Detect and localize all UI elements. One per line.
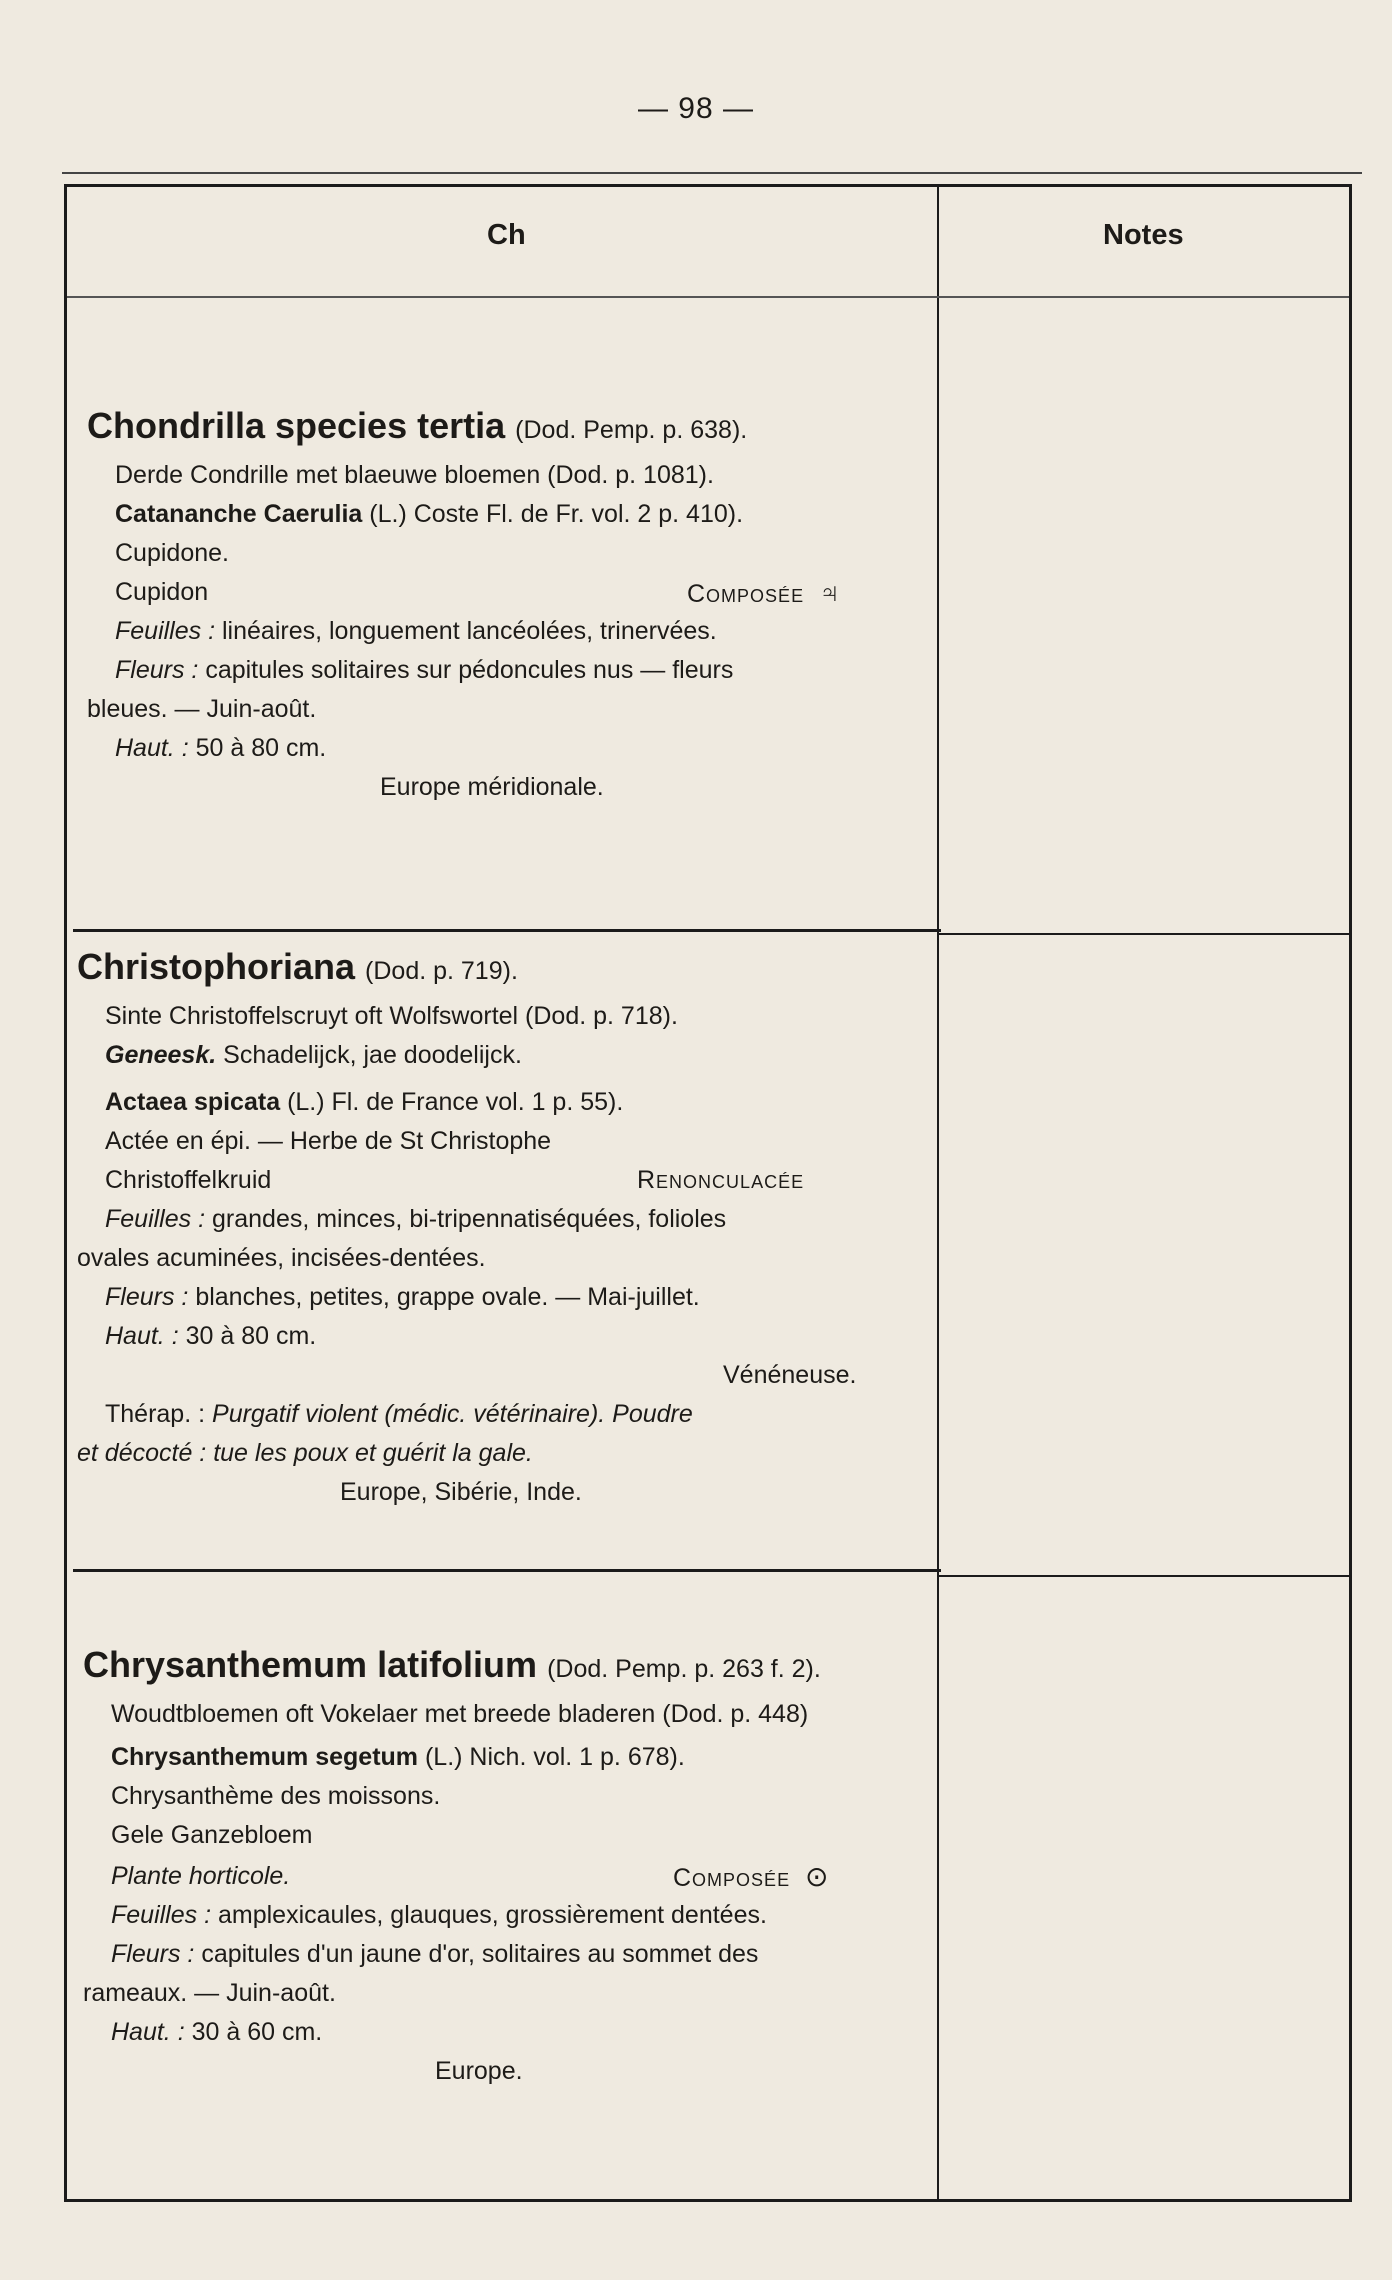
family-label: Composée (673, 1864, 791, 1892)
height-value: 30 à 80 cm. (185, 1322, 317, 1350)
height-value: 30 à 60 cm. (191, 2018, 323, 2046)
height-label: Haut. : (105, 1322, 179, 1350)
dutch-common-name: Christoffelkruid (105, 1166, 272, 1194)
height-label: Haut. : (111, 2018, 185, 2046)
dutch-common-name: Gele Ganzebloem (111, 1821, 313, 1849)
toxicity: Vénéneuse. (723, 1361, 857, 1389)
feuilles-continued: ovales acuminées, incisées-dentées. (77, 1244, 486, 1272)
horticultural-note: Plante horticole. (111, 1862, 291, 1890)
column-header-ch: Ch (487, 219, 526, 251)
entry-title: Chondrilla species tertia (87, 405, 506, 446)
feuilles-text: amplexicaules, glauques, grossièrement dentées. (218, 1901, 767, 1929)
geneesk-label: Geneesk. (105, 1041, 217, 1069)
french-name: Cupidone. (115, 539, 229, 567)
entry-title-reference: (Dod. Pemp. p. 638). (515, 416, 748, 444)
row-divider-notes (939, 1575, 1349, 1577)
row-divider (73, 929, 941, 932)
fleurs-continued: bleues. — Juin-août. (87, 695, 317, 723)
species-reference: (L.) Coste Fl. de Fr. vol. 2 p. 410). (369, 500, 744, 528)
feuilles-label: Feuilles : (105, 1205, 206, 1233)
fleurs-text: capitules solitaires sur pédoncules nus — fleurs (205, 656, 734, 684)
top-rule (62, 172, 1362, 174)
column-header-notes: Notes (1103, 219, 1184, 251)
row-divider (73, 1569, 941, 1572)
french-name: Chrysanthème des moissons. (111, 1782, 441, 1810)
species-table (64, 184, 1352, 2202)
french-name: Actée en épi. — Herbe de St Christophe (105, 1127, 552, 1155)
region: Europe méridionale. (380, 773, 604, 801)
geneesk-text: Schadelijck, jae doodelijck. (223, 1041, 522, 1069)
entry-title: Christophoriana (77, 946, 356, 987)
entry-title-reference: (Dod. p. 719). (365, 957, 518, 985)
feuilles-label: Feuilles : (115, 617, 216, 645)
fleurs-text: blanches, petites, grappe ovale. — Mai-juillet. (195, 1283, 700, 1311)
fleurs-label: Fleurs : (105, 1283, 189, 1311)
fleurs-label: Fleurs : (115, 656, 199, 684)
region: Europe. (435, 2057, 523, 2085)
therap-continued: et décocté : tue les poux et guérit la gale. (77, 1439, 533, 1467)
entry-chondrilla (87, 400, 937, 807)
column-divider (937, 187, 939, 2199)
family-label: Renonculacée (637, 1166, 805, 1194)
entry-chrysanthemum (83, 1639, 933, 2091)
feuilles-label: Feuilles : (111, 1901, 212, 1929)
entry-title-reference: (Dod. Pemp. p. 263 f. 2). (547, 1655, 821, 1683)
header-rule (67, 296, 1349, 298)
therap-label: Thérap. : (105, 1400, 206, 1428)
fleurs-label: Fleurs : (111, 1940, 195, 1968)
height-label: Haut. : (115, 734, 189, 762)
species-reference: (L.) Fl. de France vol. 1 p. 55). (287, 1088, 624, 1116)
perennial-symbol-icon: ♃ (819, 577, 841, 608)
species-name: Actaea spicata (105, 1088, 281, 1116)
feuilles-text: linéaires, longuement lancéolées, trinervées. (222, 617, 717, 645)
feuilles-text: grandes, minces, bi-tripennatiséquées, folioles (212, 1205, 727, 1233)
fleurs-text: capitules d'un jaune d'or, solitaires au sommet des (201, 1940, 759, 1968)
therap-text: Purgatif violent (médic. vétérinaire). Poudre (212, 1400, 693, 1428)
height-value: 50 à 80 cm. (195, 734, 327, 762)
species-name: Catananche Caerulia (115, 500, 363, 528)
dutch-name-line: Sinte Christoffelscruyt oft Wolfswortel (Dod. p. 718). (105, 1002, 678, 1030)
region: Europe, Sibérie, Inde. (340, 1478, 582, 1506)
entry-christophoriana (77, 941, 927, 1512)
row-divider-notes (939, 933, 1349, 935)
fleurs-continued: rameaux. — Juin-août. (83, 1979, 336, 2007)
dutch-name-line: Derde Condrille met blaeuwe bloemen (Dod. p. 1081). (115, 461, 714, 489)
species-name: Chrysanthemum segetum (111, 1743, 419, 1771)
dutch-common-name: Cupidon (115, 578, 209, 606)
dutch-name-line: Woudtbloemen oft Vokelaer met breede bladeren (Dod. p. 448) (111, 1700, 809, 1728)
page-number: — 98 — (637, 92, 755, 125)
entry-title: Chrysanthemum latifolium (83, 1644, 538, 1685)
species-reference: (L.) Nich. vol. 1 p. 678). (424, 1743, 685, 1771)
annual-symbol-icon: ⊙ (805, 1861, 829, 1892)
family-label: Composée (687, 580, 805, 608)
